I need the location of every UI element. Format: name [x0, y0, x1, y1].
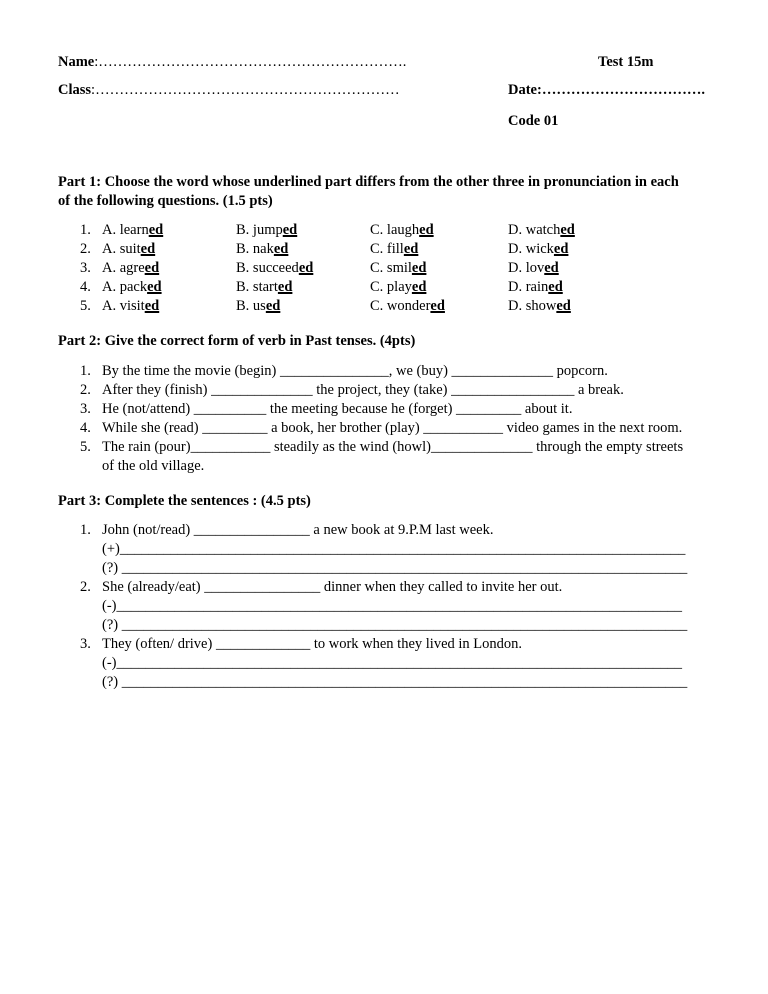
exercise-item — [0, 362, 768, 381]
option-stem: B. succeed — [236, 260, 299, 276]
answer-option[interactable] — [102, 297, 159, 316]
underlined-part: ed — [556, 298, 571, 314]
option-stem: A. visit — [102, 298, 145, 314]
item-text[interactable]: The rain (pour)___________ steadily as the wind (howl)______________ through the empty streets — [102, 439, 684, 455]
option-stem: A. agre — [102, 260, 145, 276]
underlined-part: ed — [403, 241, 419, 257]
option-stem: D. rain — [508, 279, 549, 295]
answer-option[interactable] — [102, 240, 155, 259]
option-stem: B. nak — [236, 241, 274, 257]
option-stem: B. us — [236, 298, 266, 314]
option-stem: A. pack — [102, 279, 148, 295]
exercise-item — [0, 400, 768, 419]
question-row — [0, 240, 768, 259]
answer-option[interactable] — [236, 278, 292, 297]
test-code: Code 01 — [508, 113, 559, 129]
name-field[interactable] — [58, 54, 406, 71]
class-blank: :……………………………………………………… — [91, 82, 400, 98]
answer-option[interactable] — [236, 240, 288, 259]
answer-option[interactable] — [370, 221, 434, 240]
answer-option[interactable] — [102, 221, 163, 240]
underlined-part: ed — [282, 222, 298, 238]
answer-line[interactable]: (+)______________________________________________________________________________ — [102, 541, 686, 557]
underlined-part: ed — [411, 260, 427, 276]
answer-line[interactable]: (-)______________________________________________________________________________ — [102, 655, 682, 671]
answer-option[interactable] — [370, 259, 426, 278]
sentence-item — [0, 578, 768, 633]
part1-title: Part 1: Choose the word whose underlined part differs from the other three in pronunciation in each — [58, 174, 679, 190]
item-text[interactable]: of the old village. — [102, 458, 205, 474]
answer-option[interactable] — [102, 259, 159, 278]
underlined-part: ed — [273, 241, 289, 257]
exercise-item — [0, 438, 768, 457]
option-stem: A. learn — [102, 222, 149, 238]
answer-option[interactable] — [370, 240, 418, 259]
question-number: 4. — [80, 279, 91, 295]
answer-option[interactable] — [236, 297, 280, 316]
underlined-part: ed — [277, 279, 293, 295]
exercise-item — [0, 381, 768, 400]
exercise-item — [0, 419, 768, 438]
option-stem: C. play — [370, 279, 412, 295]
item-text[interactable]: By the time the movie (begin) _______________, we (buy) ______________ popcorn. — [102, 363, 608, 379]
part2-title: Part 2: Give the correct form of verb in Past tenses. (4pts) — [58, 333, 416, 349]
item-number: 2. — [80, 382, 91, 398]
underlined-part: ed — [430, 298, 445, 314]
sentence-text[interactable]: She (already/eat) ________________ dinner when they called to invite her out. — [102, 579, 563, 595]
answer-line[interactable]: (?) ______________________________________________________________________________ — [102, 560, 688, 576]
item-text[interactable]: He (not/attend) __________ the meeting because he (forget) _________ about it. — [102, 401, 573, 417]
answer-option[interactable] — [370, 297, 445, 316]
sentence-text[interactable]: John (not/read) ________________ a new book at 9.P.M last week. — [102, 522, 494, 538]
option-stem: B. start — [236, 279, 278, 295]
item-number: 3. — [80, 636, 91, 652]
underlined-part: ed — [140, 241, 156, 257]
sentence-text[interactable]: They (often/ drive) _____________ to work when they lived in London. — [102, 636, 523, 652]
item-text[interactable]: While she (read) _________ a book, her brother (play) ___________ video games in the next room. — [102, 420, 683, 436]
class-field[interactable] — [58, 82, 400, 99]
option-stem: D. wick — [508, 241, 554, 257]
sentence-item — [0, 635, 768, 690]
test-duration: Test 15m — [598, 54, 654, 70]
answer-option[interactable] — [508, 259, 559, 278]
answer-line[interactable]: (?) ______________________________________________________________________________ — [102, 674, 688, 690]
item-number: 1. — [80, 363, 91, 379]
answer-line[interactable]: (-)______________________________________________________________________________ — [102, 598, 682, 614]
question-number: 5. — [80, 298, 91, 314]
question-row — [0, 297, 768, 316]
part1-title-cont: of the following questions. (1.5 pts) — [58, 193, 273, 209]
sentence-item — [0, 521, 768, 576]
answer-option[interactable] — [508, 240, 568, 259]
name-label: Name — [58, 54, 95, 70]
answer-line[interactable]: (?) ______________________________________________________________________________ — [102, 617, 688, 633]
item-number: 4. — [80, 420, 91, 436]
question-number: 3. — [80, 260, 91, 276]
underlined-part: ed — [144, 260, 160, 276]
underlined-part: ed — [144, 298, 160, 314]
underlined-part: ed — [553, 241, 569, 257]
underlined-part: ed — [544, 260, 559, 276]
answer-option[interactable] — [236, 221, 297, 240]
exercise-item — [0, 457, 768, 476]
question-number: 2. — [80, 241, 91, 257]
date-field[interactable] — [508, 82, 705, 99]
option-stem: D. watch — [508, 222, 561, 238]
option-stem: A. suit — [102, 241, 141, 257]
underlined-part: ed — [265, 298, 281, 314]
underlined-part: ed — [147, 279, 162, 295]
underlined-part: ed — [548, 279, 563, 295]
option-stem: D. lov — [508, 260, 545, 276]
answer-option[interactable] — [370, 278, 426, 297]
answer-option[interactable] — [236, 259, 313, 278]
option-stem: C. laugh — [370, 222, 420, 238]
underlined-part: ed — [148, 222, 164, 238]
item-number: 3. — [80, 401, 91, 417]
question-row — [0, 278, 768, 297]
underlined-part: ed — [298, 260, 314, 276]
underlined-part: ed — [419, 222, 434, 238]
question-number: 1. — [80, 222, 91, 238]
answer-option[interactable] — [102, 278, 162, 297]
answer-option[interactable] — [508, 278, 563, 297]
date-label: Date:……………………………. — [508, 82, 705, 98]
underlined-part: ed — [411, 279, 427, 295]
question-row — [0, 221, 768, 240]
class-label: Class — [58, 82, 92, 98]
item-number: 1. — [80, 522, 91, 538]
name-blank: :………………………………………………………. — [94, 54, 407, 70]
answer-option[interactable] — [508, 221, 575, 240]
item-text[interactable]: After they (finish) ______________ the project, they (take) _________________ a break. — [102, 382, 624, 398]
option-stem: C. smil — [370, 260, 412, 276]
option-stem: D. show — [508, 298, 557, 314]
option-stem: C. fill — [370, 241, 404, 257]
item-number: 2. — [80, 579, 91, 595]
answer-option[interactable] — [508, 297, 571, 316]
option-stem: C. wonder — [370, 298, 431, 314]
item-number: 5. — [80, 439, 91, 455]
option-stem: B. jump — [236, 222, 283, 238]
question-row — [0, 259, 768, 278]
underlined-part: ed — [560, 222, 575, 238]
part3-title: Part 3: Complete the sentences : (4.5 pts) — [58, 493, 311, 509]
